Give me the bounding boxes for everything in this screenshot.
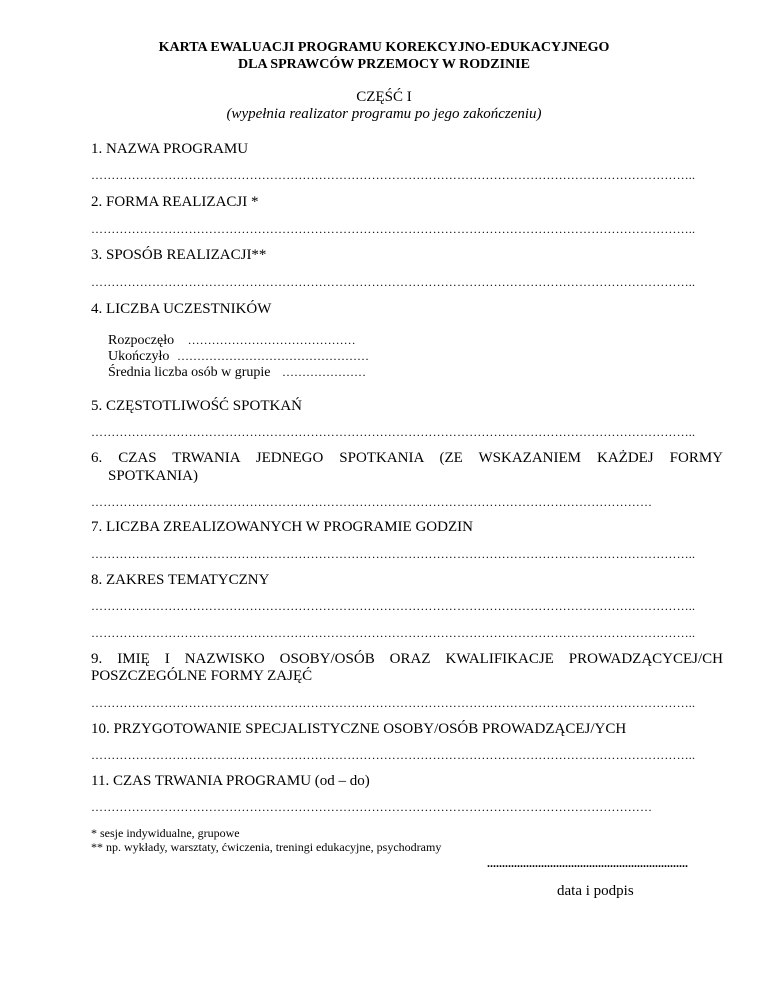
- section-8-fill-line-1[interactable]: …………………………………………………………………………………………………………………………………..: [91, 599, 696, 613]
- signature-line[interactable]: ...................................................................: [487, 856, 688, 870]
- section-3-fill-line[interactable]: …………………………………………………………………………………………………………………………………..: [91, 275, 696, 289]
- section-5-fill-line[interactable]: …………………………………………………………………………………………………………………………………..: [91, 425, 696, 439]
- signature-label: data i podpis: [557, 883, 634, 899]
- section-11-label: 11. CZAS TRWANIA PROGRAMU (od – do): [91, 773, 370, 789]
- section-8-label: 8. ZAKRES TEMATYCZNY: [91, 572, 270, 588]
- section-11-fill-line[interactable]: …………………………………………………………………………………………………………………………: [91, 800, 653, 814]
- section-6-label-line2: SPOTKANIA): [108, 468, 198, 484]
- section-6-fill-line[interactable]: …………………………………………………………………………………………………………………………: [91, 495, 653, 509]
- section-2-label: 2. FORMA REALIZACJI *: [91, 194, 259, 210]
- participants-finished-field[interactable]: …………………………………………: [176, 349, 369, 363]
- form-title-line2: DLA SPRAWCÓW PRZEMOCY W RODZINIE: [238, 57, 530, 72]
- section-5-label: 5. CZĘSTOTLIWOŚĆ SPOTKAŃ: [91, 398, 302, 414]
- footnote-2: ** np. wykłady, warsztaty, ćwiczenia, treningi edukacyjne, psychodramy: [91, 840, 442, 854]
- section-9-label-line1: 9. IMIĘ I NAZWISKO OSOBY/OSÓB ORAZ KWALIFIKACJE PROWADZĄCYCEJ/CH: [91, 651, 723, 667]
- section-8-fill-line-2[interactable]: …………………………………………………………………………………………………………………………………..: [91, 626, 696, 640]
- section-3-label: 3. SPOSÓB REALIZACJI**: [91, 247, 267, 263]
- section-7-label: 7. LICZBA ZREALIZOWANYCH W PROGRAMIE GODZIN: [91, 519, 473, 535]
- section-7-fill-line[interactable]: …………………………………………………………………………………………………………………………………..: [91, 547, 696, 561]
- participants-average-row: [108, 364, 366, 381]
- participants-finished-row: [108, 348, 369, 365]
- section-10-label: 10. PRZYGOTOWANIE SPECJALISTYCZNE OSOBY/OSÓB PROWADZĄCEJ/YCH: [91, 721, 627, 737]
- part-heading: CZĘŚĆ I: [356, 89, 412, 105]
- participants-average-field[interactable]: …………………: [282, 365, 367, 379]
- section-1-label: 1. NAZWA PROGRAMU: [91, 141, 249, 157]
- footnote-1: * sesje indywidualne, grupowe: [91, 826, 240, 840]
- section-9-fill-line[interactable]: …………………………………………………………………………………………………………………………………..: [91, 696, 696, 710]
- participants-finished-label: Ukończyło: [108, 349, 170, 364]
- section-2-fill-line[interactable]: …………………………………………………………………………………………………………………………………..: [91, 222, 696, 236]
- part-note: (wypełnia realizator programu po jego zakończeniu): [226, 106, 542, 122]
- section-10-fill-line[interactable]: …………………………………………………………………………………………………………………………………..: [91, 748, 696, 762]
- participants-started-row: [108, 332, 356, 349]
- section-6-label-line1: 6. CZAS TRWANIA JEDNEGO SPOTKANIA (ZE WSKAZANIEM KAŻDEJ FORMY: [91, 450, 723, 466]
- section-9-label-line2: POSZCZEGÓLNE FORMY ZAJĘĆ: [91, 668, 313, 684]
- section-4-label: 4. LICZBA UCZESTNIKÓW: [91, 301, 272, 317]
- participants-started-field[interactable]: ……………………………………: [187, 333, 356, 347]
- form-title-line1: KARTA EWALUACJI PROGRAMU KOREKCYJNO-EDUKACYJNEGO: [158, 40, 610, 55]
- section-1-fill-line[interactable]: …………………………………………………………………………………………………………………………………..: [91, 168, 696, 182]
- participants-average-label: Średnia liczba osób w grupie: [108, 365, 271, 380]
- participants-started-label: Rozpoczęło: [108, 333, 175, 348]
